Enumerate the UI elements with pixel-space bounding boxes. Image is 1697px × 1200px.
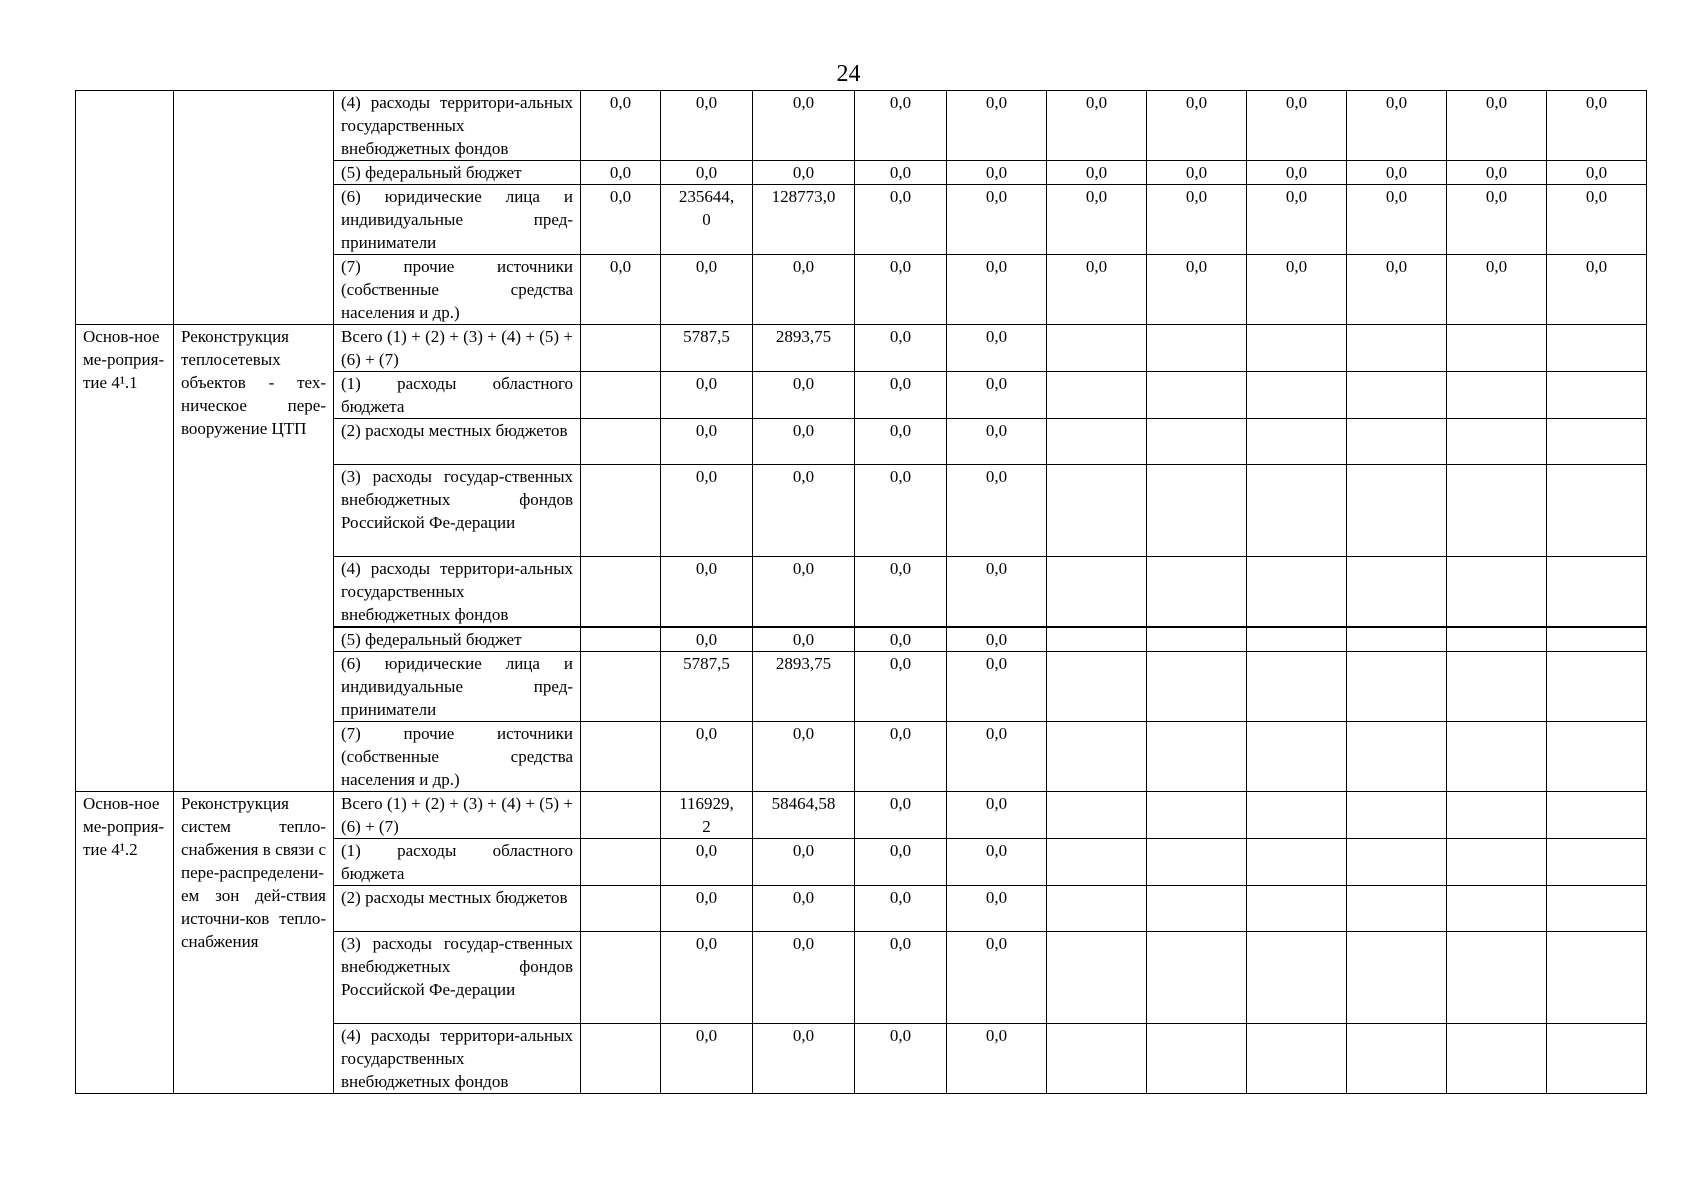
value-cell: 0,0 (581, 185, 661, 255)
value-cell (581, 465, 661, 557)
value-cell: 116929, 2 (661, 792, 753, 839)
value-cell: 0,0 (661, 1024, 753, 1094)
value-cell (1447, 792, 1547, 839)
funding-source-cell: (5) федеральный бюджет (334, 627, 581, 652)
value-cell (1347, 419, 1447, 465)
value-cell: 235644, 0 (661, 185, 753, 255)
value-cell: 5787,5 (661, 652, 753, 722)
value-cell: 0,0 (661, 557, 753, 628)
value-cell: 0,0 (947, 372, 1047, 419)
value-cell: 0,0 (753, 465, 855, 557)
value-cell (581, 325, 661, 372)
value-cell: 0,0 (947, 91, 1047, 161)
value-cell (1247, 652, 1347, 722)
value-cell (1147, 557, 1247, 628)
value-cell: 0,0 (947, 1024, 1047, 1094)
value-cell: 0,0 (947, 557, 1047, 628)
value-cell: 0,0 (855, 161, 947, 185)
value-cell (1547, 886, 1647, 932)
value-cell: 0,0 (661, 372, 753, 419)
value-cell: 0,0 (1347, 185, 1447, 255)
value-cell (1147, 932, 1247, 1024)
value-cell (1047, 886, 1147, 932)
value-cell (1347, 557, 1447, 628)
value-cell (1047, 839, 1147, 886)
value-cell (1547, 792, 1647, 839)
value-cell: 0,0 (1547, 91, 1647, 161)
value-cell (1247, 932, 1347, 1024)
value-cell: 0,0 (753, 557, 855, 628)
value-cell (1247, 627, 1347, 652)
value-cell: 0,0 (661, 839, 753, 886)
value-cell (1147, 419, 1247, 465)
value-cell (1447, 372, 1547, 419)
value-cell: 0,0 (661, 465, 753, 557)
value-cell: 0,0 (753, 627, 855, 652)
value-cell: 5787,5 (661, 325, 753, 372)
value-cell: 0,0 (753, 372, 855, 419)
value-cell: 0,0 (661, 419, 753, 465)
value-cell (1547, 325, 1647, 372)
value-cell (1047, 932, 1147, 1024)
funding-source-cell: (1) расходы областного бюджета (334, 372, 581, 419)
funding-source-cell: (7) прочие источники (собственные средства населения и др.) (334, 255, 581, 325)
value-cell (1547, 839, 1647, 886)
value-cell: 0,0 (753, 886, 855, 932)
value-cell: 0,0 (947, 886, 1047, 932)
value-cell (581, 839, 661, 886)
value-cell (1347, 372, 1447, 419)
value-cell: 0,0 (1147, 185, 1247, 255)
value-cell (1147, 792, 1247, 839)
value-cell (1347, 627, 1447, 652)
value-cell (1447, 839, 1547, 886)
value-cell: 0,0 (661, 91, 753, 161)
value-cell: 0,0 (1547, 185, 1647, 255)
value-cell: 2893,75 (753, 652, 855, 722)
budget-table (75, 90, 1647, 1094)
value-cell: 0,0 (1047, 161, 1147, 185)
value-cell (1347, 465, 1447, 557)
value-cell (1247, 792, 1347, 839)
value-cell (1247, 722, 1347, 792)
value-cell: 0,0 (1147, 91, 1247, 161)
measure-name-cell: Реконструкция систем тепло-снабжения в связи с пере-распределени-ем зон дей-ствия источни-ков тепло-снабжения (174, 792, 334, 1094)
value-cell (1247, 1024, 1347, 1094)
measure-name-cell: Реконструкция теплосетевых объектов - тех-ническое пере-вооружение ЦТП (174, 325, 334, 792)
value-cell (1047, 652, 1147, 722)
value-cell (1247, 465, 1347, 557)
value-cell (581, 627, 661, 652)
value-cell (1447, 557, 1547, 628)
value-cell: 0,0 (1347, 255, 1447, 325)
value-cell (1547, 652, 1647, 722)
value-cell: 0,0 (1447, 255, 1547, 325)
value-cell (581, 419, 661, 465)
measure-name-cell (174, 91, 334, 325)
value-cell: 0,0 (947, 419, 1047, 465)
value-cell: 0,0 (947, 839, 1047, 886)
value-cell: 0,0 (855, 652, 947, 722)
value-cell: 0,0 (947, 792, 1047, 839)
value-cell (1447, 886, 1547, 932)
value-cell: 0,0 (1347, 91, 1447, 161)
value-cell (1447, 627, 1547, 652)
funding-source-cell: (2) расходы местных бюджетов (334, 419, 581, 465)
funding-source-cell: (6) юридические лица и индивидуальные пред-приниматели (334, 652, 581, 722)
value-cell: 0,0 (1247, 185, 1347, 255)
value-cell: 0,0 (947, 722, 1047, 792)
funding-source-cell: (4) расходы территори-альных государственных внебюджетных фондов (334, 91, 581, 161)
value-cell (581, 722, 661, 792)
funding-source-cell: (1) расходы областного бюджета (334, 839, 581, 886)
value-cell (1047, 792, 1147, 839)
value-cell: 0,0 (855, 1024, 947, 1094)
value-cell: 0,0 (855, 372, 947, 419)
value-cell (581, 652, 661, 722)
value-cell: 0,0 (753, 722, 855, 792)
value-cell: 0,0 (855, 627, 947, 652)
value-cell (1047, 372, 1147, 419)
value-cell: 0,0 (855, 325, 947, 372)
value-cell (1447, 465, 1547, 557)
funding-source-cell: Всего (1) + (2) + (3) + (4) + (5) + (6) + (7) (334, 325, 581, 372)
value-cell (1447, 652, 1547, 722)
value-cell (1547, 557, 1647, 628)
value-cell: 0,0 (1247, 255, 1347, 325)
measure-label-cell (76, 91, 174, 325)
funding-source-cell: (3) расходы государ-ственных внебюджетных фондов Российской Фе-дерации (334, 465, 581, 557)
measure-label-cell: Основ-ное ме-роприя-тие 4¹.1 (76, 325, 174, 792)
value-cell: 0,0 (753, 161, 855, 185)
value-cell: 0,0 (661, 886, 753, 932)
value-cell (1447, 932, 1547, 1024)
value-cell: 0,0 (947, 185, 1047, 255)
value-cell: 0,0 (1347, 161, 1447, 185)
value-cell (581, 557, 661, 628)
value-cell: 0,0 (1147, 255, 1247, 325)
value-cell (581, 372, 661, 419)
value-cell: 0,0 (581, 91, 661, 161)
value-cell: 0,0 (947, 652, 1047, 722)
value-cell: 0,0 (581, 161, 661, 185)
value-cell (1547, 1024, 1647, 1094)
value-cell: 0,0 (753, 419, 855, 465)
value-cell: 0,0 (1447, 185, 1547, 255)
value-cell (1047, 325, 1147, 372)
value-cell: 0,0 (1047, 185, 1147, 255)
funding-source-cell: (4) расходы территори-альных государственных внебюджетных фондов (334, 557, 581, 628)
value-cell (581, 886, 661, 932)
value-cell (1147, 465, 1247, 557)
value-cell: 0,0 (947, 325, 1047, 372)
value-cell (1547, 465, 1647, 557)
value-cell (581, 1024, 661, 1094)
value-cell (1347, 722, 1447, 792)
value-cell (1447, 1024, 1547, 1094)
value-cell: 0,0 (1247, 91, 1347, 161)
funding-source-cell: (7) прочие источники (собственные средства населения и др.) (334, 722, 581, 792)
value-cell: 0,0 (855, 932, 947, 1024)
value-cell (1347, 886, 1447, 932)
value-cell: 0,0 (661, 722, 753, 792)
funding-source-cell: (5) федеральный бюджет (334, 161, 581, 185)
value-cell: 0,0 (1047, 91, 1147, 161)
value-cell: 0,0 (855, 255, 947, 325)
value-cell: 0,0 (1447, 161, 1547, 185)
funding-source-cell: Всего (1) + (2) + (3) + (4) + (5) + (6) + (7) (334, 792, 581, 839)
value-cell: 2893,75 (753, 325, 855, 372)
value-cell: 0,0 (1547, 255, 1647, 325)
value-cell: 0,0 (753, 932, 855, 1024)
value-cell (1047, 465, 1147, 557)
value-cell (1347, 932, 1447, 1024)
value-cell: 0,0 (855, 839, 947, 886)
funding-source-cell: (3) расходы государ-ственных внебюджетных фондов Российской Фе-дерации (334, 932, 581, 1024)
value-cell: 0,0 (1147, 161, 1247, 185)
value-cell: 0,0 (1247, 161, 1347, 185)
value-cell (1047, 1024, 1147, 1094)
value-cell (1247, 839, 1347, 886)
value-cell (1047, 627, 1147, 652)
value-cell (1047, 557, 1147, 628)
value-cell (1347, 652, 1447, 722)
value-cell: 0,0 (855, 185, 947, 255)
value-cell: 0,0 (661, 627, 753, 652)
value-cell: 0,0 (753, 255, 855, 325)
value-cell (1347, 792, 1447, 839)
page-number: 24 (836, 61, 861, 87)
value-cell (1047, 722, 1147, 792)
value-cell: 0,0 (947, 255, 1047, 325)
value-cell (1047, 419, 1147, 465)
value-cell (1147, 627, 1247, 652)
table-row (76, 325, 1647, 372)
value-cell (1347, 839, 1447, 886)
value-cell (1147, 886, 1247, 932)
value-cell: 0,0 (855, 722, 947, 792)
value-cell: 0,0 (855, 91, 947, 161)
value-cell: 0,0 (947, 161, 1047, 185)
value-cell (581, 792, 661, 839)
value-cell (1147, 1024, 1247, 1094)
value-cell: 128773,0 (753, 185, 855, 255)
value-cell: 0,0 (1547, 161, 1647, 185)
value-cell (1247, 886, 1347, 932)
value-cell (581, 932, 661, 1024)
value-cell (1547, 372, 1647, 419)
value-cell (1147, 722, 1247, 792)
value-cell: 0,0 (947, 932, 1047, 1024)
value-cell (1147, 839, 1247, 886)
value-cell: 0,0 (947, 627, 1047, 652)
value-cell (1547, 419, 1647, 465)
value-cell: 0,0 (753, 1024, 855, 1094)
value-cell (1147, 325, 1247, 372)
value-cell (1447, 722, 1547, 792)
value-cell (1447, 325, 1547, 372)
value-cell (1547, 722, 1647, 792)
value-cell (1147, 652, 1247, 722)
value-cell (1547, 932, 1647, 1024)
value-cell (1247, 372, 1347, 419)
value-cell: 0,0 (753, 839, 855, 886)
value-cell: 0,0 (855, 419, 947, 465)
value-cell: 0,0 (855, 792, 947, 839)
value-cell (1347, 325, 1447, 372)
value-cell (1247, 419, 1347, 465)
funding-source-cell: (4) расходы территори-альных государственных внебюджетных фондов (334, 1024, 581, 1094)
value-cell: 0,0 (947, 465, 1047, 557)
value-cell: 0,0 (661, 161, 753, 185)
value-cell (1347, 1024, 1447, 1094)
table-row (76, 792, 1647, 839)
value-cell (1447, 419, 1547, 465)
value-cell: 0,0 (1047, 255, 1147, 325)
measure-label-cell: Основ-ное ме-роприя-тие 4¹.2 (76, 792, 174, 1094)
funding-source-cell: (6) юридические лица и индивидуальные пред-приниматели (334, 185, 581, 255)
value-cell: 0,0 (855, 465, 947, 557)
funding-source-cell: (2) расходы местных бюджетов (334, 886, 581, 932)
value-cell: 0,0 (661, 932, 753, 1024)
value-cell: 0,0 (1447, 91, 1547, 161)
value-cell: 0,0 (855, 886, 947, 932)
value-cell (1247, 557, 1347, 628)
value-cell (1147, 372, 1247, 419)
value-cell: 0,0 (855, 557, 947, 628)
table-row (76, 91, 1647, 161)
value-cell: 0,0 (661, 255, 753, 325)
value-cell (1547, 627, 1647, 652)
value-cell: 58464,58 (753, 792, 855, 839)
value-cell: 0,0 (753, 91, 855, 161)
value-cell: 0,0 (581, 255, 661, 325)
value-cell (1247, 325, 1347, 372)
